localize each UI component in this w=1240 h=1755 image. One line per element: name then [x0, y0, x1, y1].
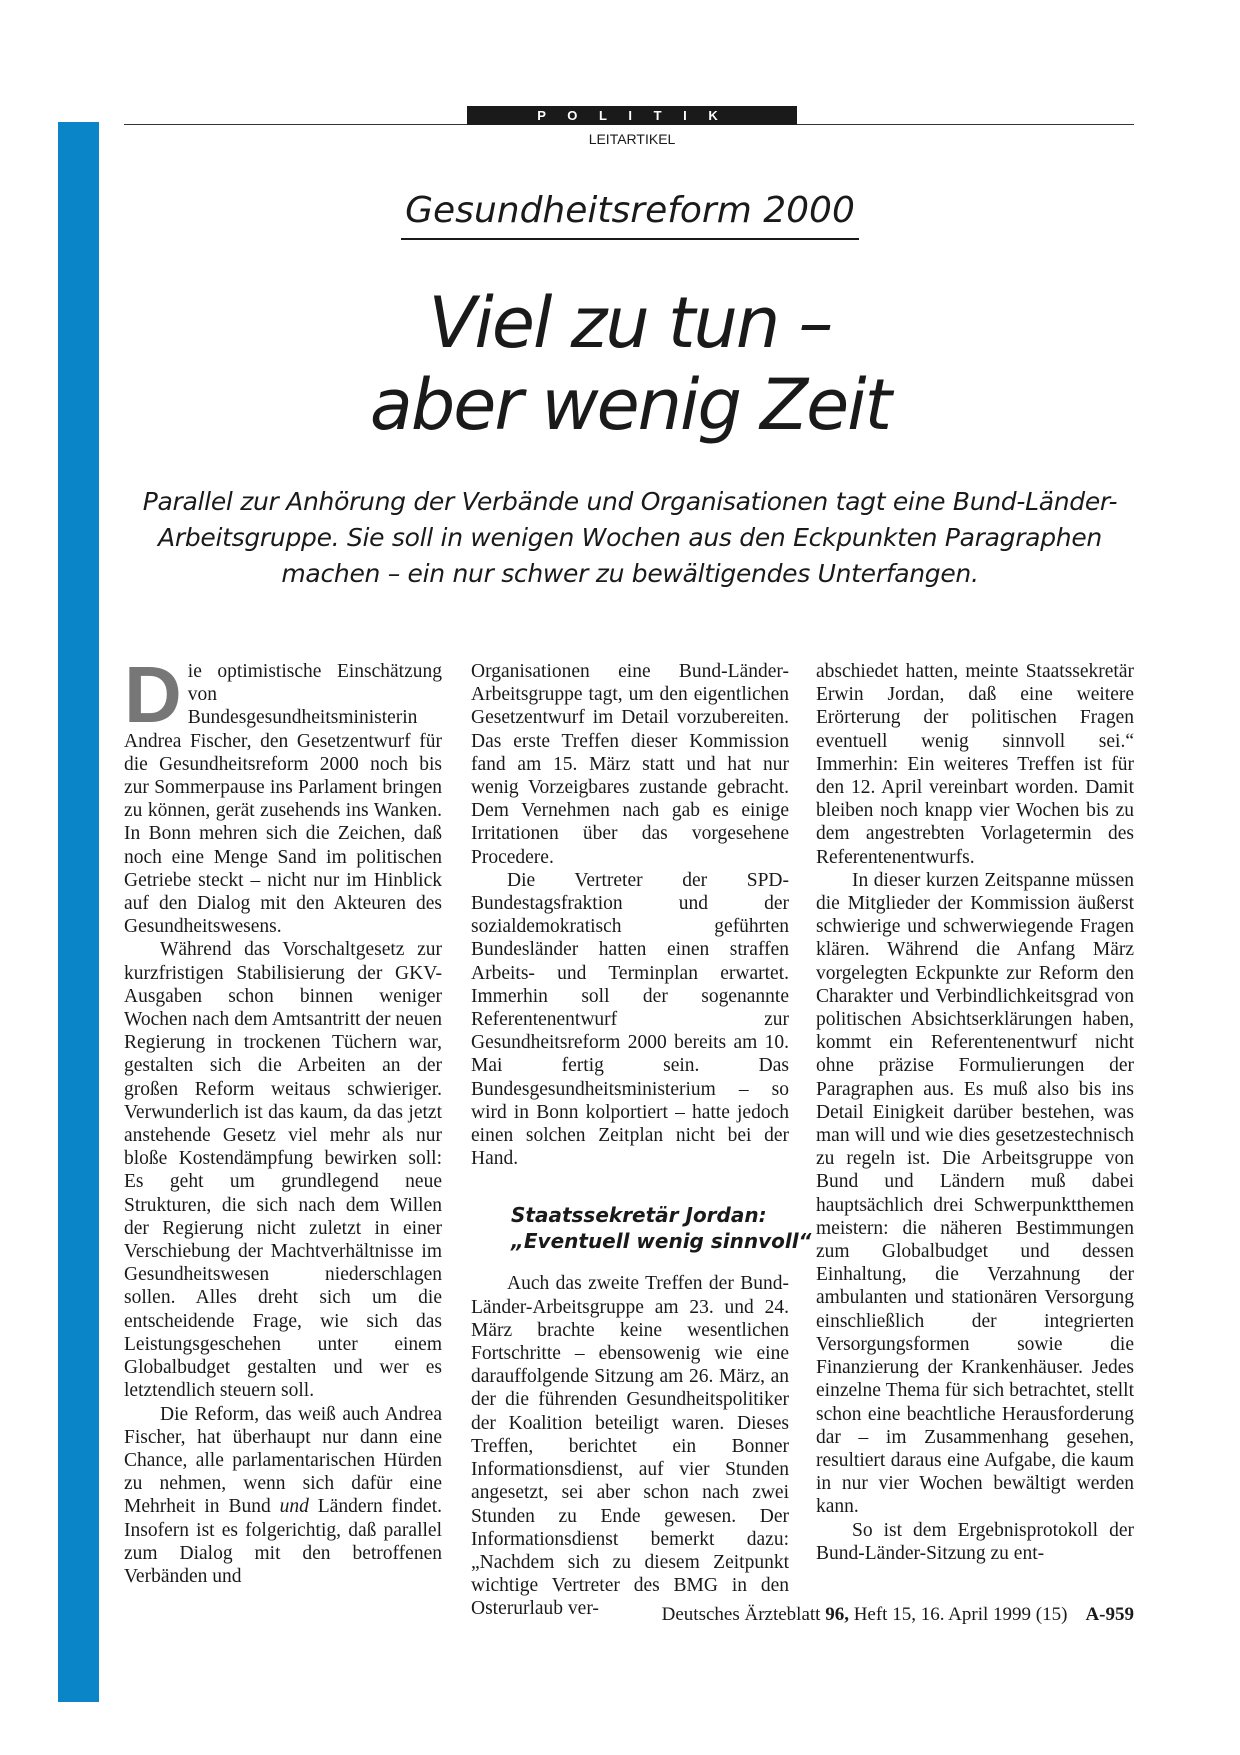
- headline-line-2: aber wenig Zeit: [369, 364, 891, 446]
- body-paragraph: Organisationen eine Bund-Länder-Arbeitsgruppe tagt, um den eigentlichen Gesetzentwurf im Detail vorzubereiten. Das erste Treffen dieser Kommission fand am 15. März statt und hat nur wenig Vorzeigbares zustande gebracht. Dem Vernehmen nach gab es einige Irritationen über das vorgesehene Procedere.: [471, 661, 789, 868]
- subheading-line-1: Staatssekretär Jordan:: [511, 1203, 767, 1228]
- journal-name: Deutsches Ärzteblatt: [661, 1604, 826, 1625]
- body-paragraph: Die Vertreter der SPD-Bundestagsfraktion und der sozialdemokratisch geführten Bundesländer hatten einen straffen Arbeits- und Terminplan erwartet. Immerhin soll der sogenannte Referentenentwurf zur Gesundheitsreform 2000 bereits am 10. Mai fertig sein. Das Bundesgesundheitsministerium – so wird in Bonn kolportiert – hatte jedoch einen solchen Zeitplan nicht bei der Hand.: [471, 869, 789, 1170]
- body-paragraph: In dieser kurzen Zeitspanne müssen die Mitglieder der Kommission äußerst schwierige und schwerwiegende Fragen klären. Während die Anfang März vorgelegten Eckpunkte zur Reform den Charakter und Verbindlichkeitsgrad von politischen Absichtserklärungen haben, kommt ein Referentenentwurf nicht ohne präzise Formulierungen der Paragraphen aus. Es muß also bis ins Detail Einigkeit darüber bestehen, was man will und wie dies gesetzestechnisch zu regeln ist. Die Arbeitsgruppe von Bund und Ländern muß dabei hauptsächlich drei Schwerpunktthemen meistern: die näheren Bestimmungen zum Globalbudget und dessen Einhaltung, die Verzahnung der ambulanten und stationären Versorgung einschließlich der integrierten Versorgungsformen sowie die Finanzierung der Krankenhäuser. Jedes einzelne Thema für sich betrachtet, stellt schon eine beachtliche Herausforderung dar – im Zusammenhang gesehen, resultiert daraus eine Aufgabe, die kaum in nur vier Wochen bewältigt werden kann.: [816, 869, 1134, 1518]
- paragraph-text: Ländern findet. Insofern ist es folgerichtig, daß parallel zum Dialog mit den betroffenen Verbänden und: [124, 1496, 443, 1587]
- subheading-line-2: „Eventuell wenig sinnvoll“: [511, 1229, 812, 1254]
- headline-line-1: Viel zu tun –: [428, 282, 832, 364]
- page-number: A-959: [1085, 1604, 1134, 1625]
- subheading: [511, 1202, 812, 1254]
- article-column-1: [124, 650, 443, 1588]
- body-paragraph: abschiedet hatten, meinte Staatssekretär Erwin Jordan, daß eine weitere Erörterung der politischen Fragen eventuell wenig sinnvoll sei.“ Immerhin: Ein weiteres Treffen ist für den 12. April vereinbart worden. Damit bleiben noch knapp vier Wochen bis zu dem angestrebten Vorlagetermin des Referentenentwurfs.: [816, 661, 1134, 868]
- body-paragraph: [124, 650, 442, 938]
- kicker: [300, 188, 960, 240]
- rubric-label: LEITARTIKEL: [588, 131, 676, 147]
- body-paragraph: Während das Vorschaltgesetz zur kurzfristigen Stabilisierung der GKV-Ausgaben schon binnen weniger Wochen nach dem Amtsantritt der neuen Regierung in trockenen Tüchern war, gestalten sich die Arbeiten an der großen Reform weitaus schwieriger. Verwunderlich ist das kaum, da das jetzt anstehende Gesetz viel mehr als nur bloße Kostendämpfung bewirken soll: Es geht um grundlegend neue Strukturen, die sich nach dem Willen der Regierung nicht zuletzt in einer Verschiebung der Machtverhältnisse im Gesundheitswesen niederschlagen sollen. Alles dreht sich um die entscheidende Frage, wie sich das Leistungsgeschehen unter einem Globalbudget gestalten und wer es letztendlich steuern soll.: [124, 939, 442, 1402]
- page-footer: [662, 1603, 1134, 1627]
- lead-line-3: machen – ein nur schwer zu bewältigendes Unterfangen.: [281, 559, 979, 588]
- section-label: P O L I T I K: [467, 106, 797, 125]
- lead-paragraph: [126, 484, 1134, 592]
- article-column-2: [471, 660, 812, 1621]
- paragraph-text: Die Reform, das weiß auch Andrea Fischer, hat überhaupt nur dann eine Chance, alle parlamentarischen Hürden zu nehmen, wenn sich dafür eine Mehrheit in Bund: [124, 1403, 442, 1518]
- article-column-3: [816, 660, 1134, 1565]
- lead-line-1: Parallel zur Anhörung der Verbände und Organisationen tagt eine Bund-Länder-: [142, 487, 1118, 516]
- kicker-text: Gesundheitsreform 2000: [401, 188, 859, 240]
- body-paragraph: [124, 1403, 442, 1589]
- body-paragraph: Auch das zweite Treffen der Bund-Länder-Arbeitsgruppe am 23. und 24. März brachte keine wesentlichen Fortschritte – ebensowenig wie eine darauffolgende Sitzung am 26. März, an der die führenden Gesundheitspolitiker der Koalition beteiligt waren. Dieses Treffen, berichtet ein Bonner Informationsdienst, auf vier Stunden angesetzt, sei aber schon nach zwei Stunden zu Ende gewesen. Der Informationsdienst bemerkt dazu: „Nachdem sich zu diesem Zeitpunkt wichtige Vertreter des BMG in den Osterurlaub ver-: [471, 1273, 789, 1620]
- headline: [200, 282, 1060, 446]
- emphasis-text: und: [279, 1496, 309, 1518]
- drop-cap: D: [124, 650, 182, 739]
- journal-volume: 96,: [825, 1604, 849, 1625]
- body-paragraph: So ist dem Ergebnisprotokoll der Bund-Länder-Sitzung zu ent-: [816, 1519, 1134, 1564]
- paragraph-text: ie optimistische Einschätzung von Bundesgesundheitsministerin Andrea Fischer, den Gesetzentwurf für die Gesundheitsreform 2000 noch bis zur Sommerpause ins Parlament bringen zu können, gerät zusehends ins Wanken. In Bonn mehren sich die Zeichen, daß noch eine Menge Sand im politischen Getriebe steckt – nicht nur im Hinblick auf den Dialog mit den Akteuren des Gesundheitswesens.: [124, 661, 442, 938]
- accent-side-bar: [58, 122, 99, 1702]
- issue-info: Heft 15, 16. April 1999 (15): [848, 1604, 1068, 1625]
- lead-line-2: Arbeitsgruppe. Sie soll in wenigen Wochen aus den Eckpunkten Paragraphen: [158, 523, 1102, 552]
